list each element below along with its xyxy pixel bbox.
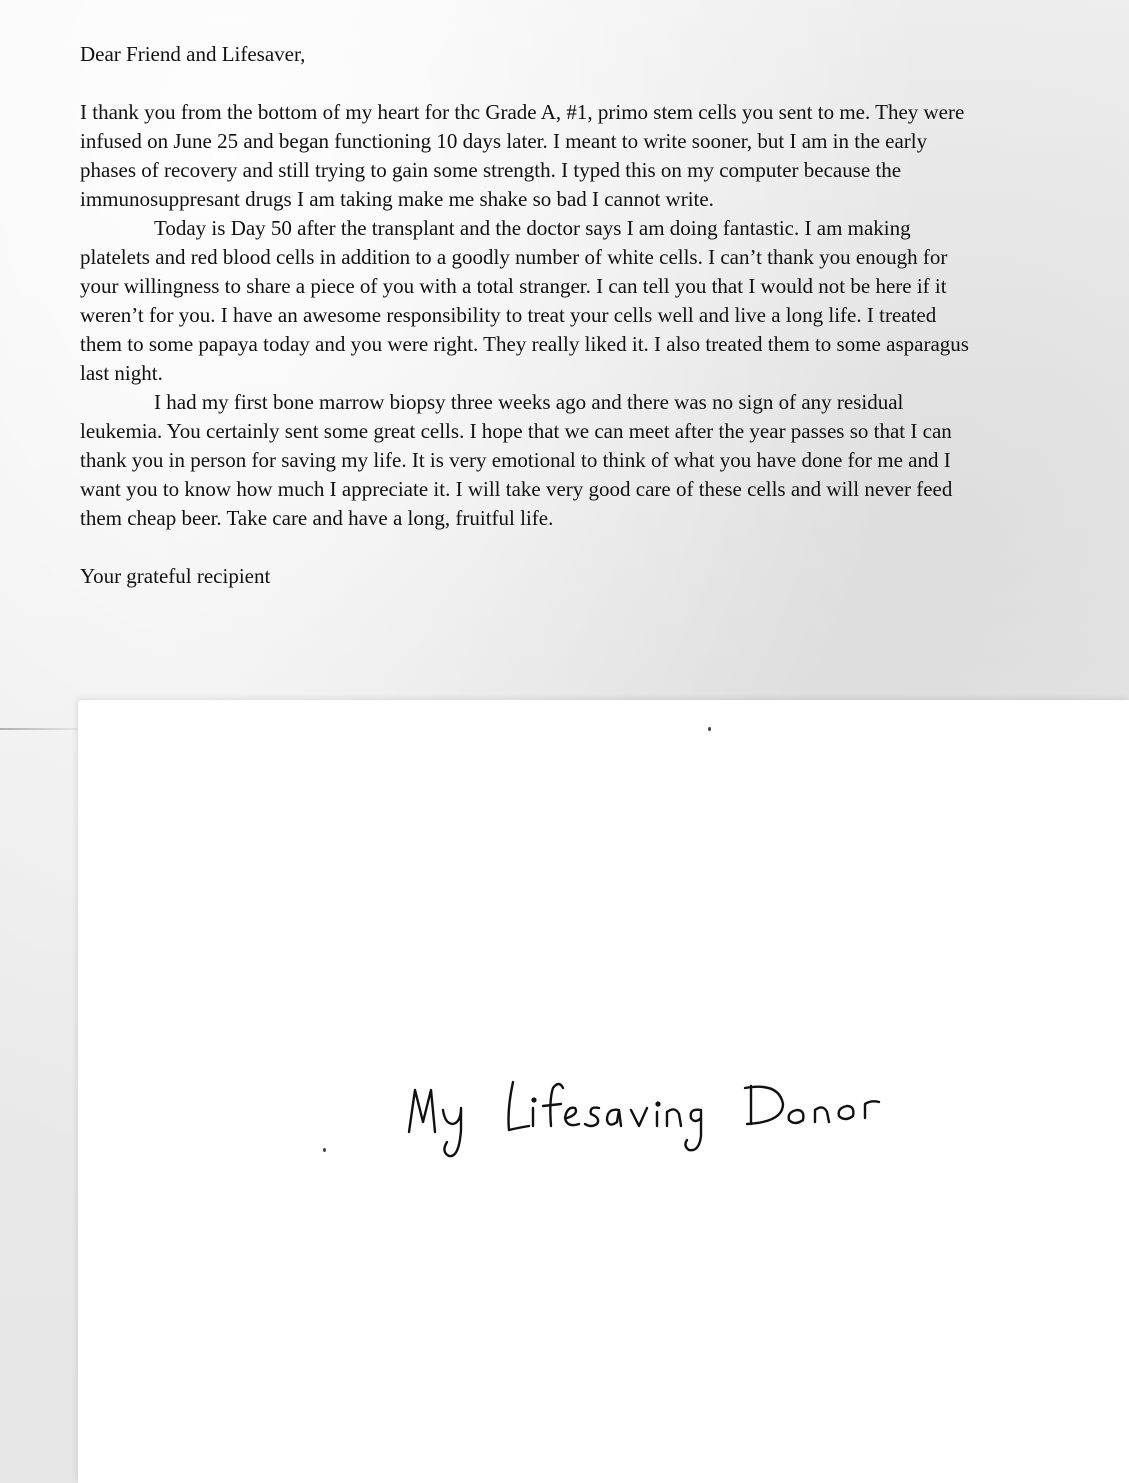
- letter-paragraph-3: I had my first bone marrow biopsy three weeks ago and there was no sign of any residual leukemia. You certainly sent some great cells. I hope that we can meet after the year passes so that I can thank you in person for saving my life. It is very emotional to think of what you have done for me and I want you to know how much I appreciate it. I will take very good care of these cells and will never feed them cheap beer. Take care and have a long, fruitful life.: [80, 390, 953, 530]
- paper-speck: [708, 727, 711, 731]
- handwritten-address: [395, 1060, 915, 1170]
- letter-paragraph-2: Today is Day 50 after the transplant and the doctor says I am doing fantastic. I am making platelets and red blood cells in addition to a goodly number of white cells. I can’t thank you enough for your willingness to share a piece of you with a total stranger. I can tell you that I would not be here if it weren’t for you. I have an awesome responsibility to treat your cells well and live a long life. I treated them to some papaya today and you were right. They really liked it. I also treated them to some asparagus last night.: [80, 216, 969, 385]
- letter-salutation: Dear Friend and Lifesaver,: [80, 42, 306, 66]
- letter-closing: Your grateful recipient: [80, 564, 271, 588]
- letter-body: [80, 40, 980, 591]
- paper-speck: [323, 1148, 326, 1152]
- handwriting-drawing: [395, 1060, 915, 1170]
- letter-paragraph-1: I thank you from the bottom of my heart for thc Grade A, #1, primo stem cells you sent to me. They were infused on June 25 and began functioning 10 days later. I meant to write sooner, but I am in the early phases of recovery and still trying to gain some strength. I typed this on my computer because the immunosuppresant drugs I am taking make me shake so bad I cannot write.: [80, 100, 965, 211]
